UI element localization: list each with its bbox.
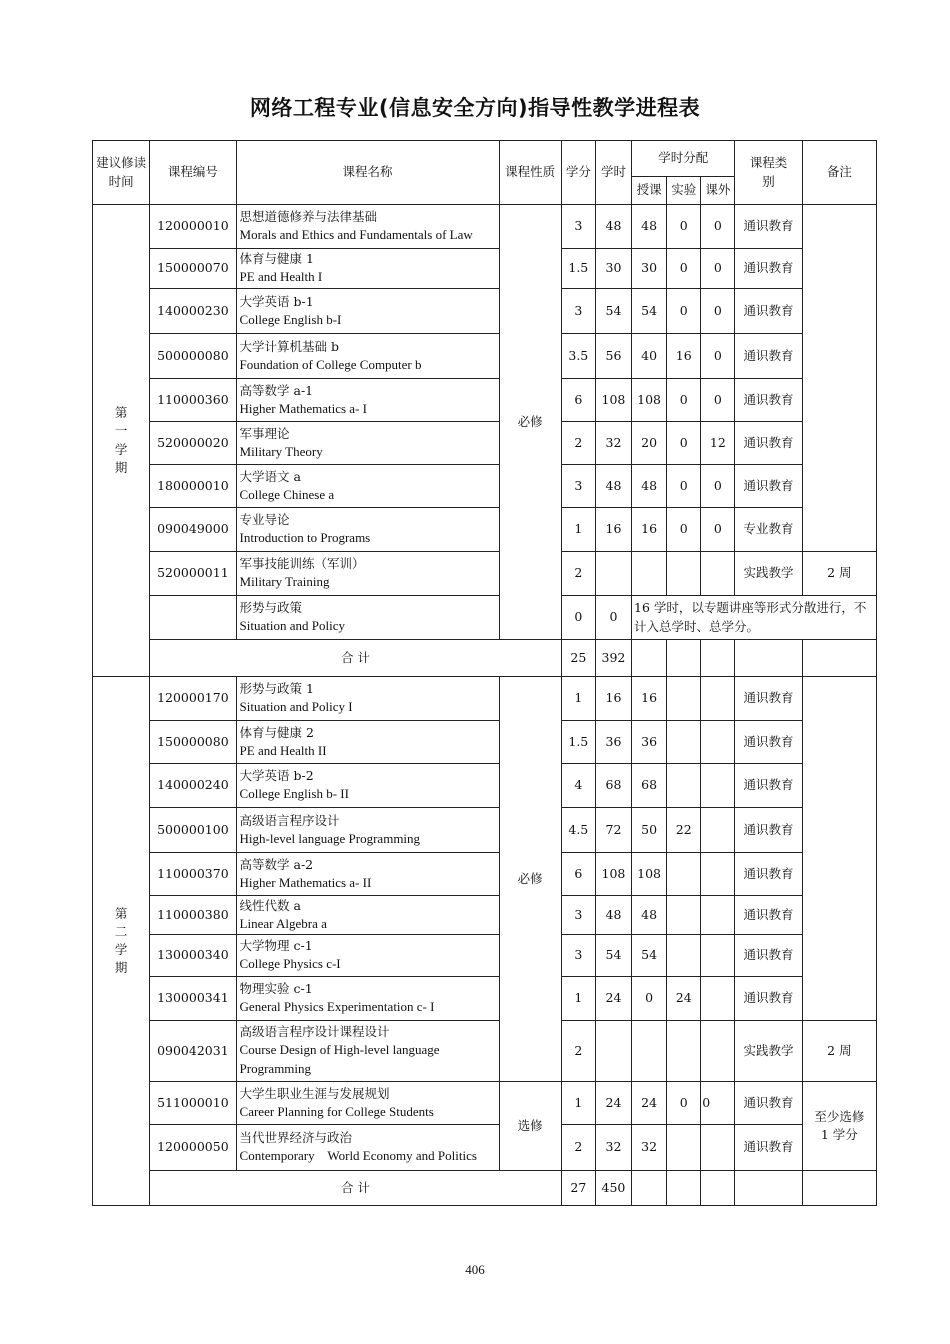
course-nature-elective: 选修 — [499, 1082, 561, 1171]
lab-hours: 0 — [667, 1082, 701, 1125]
table-row — [93, 379, 877, 422]
credit: 3 — [561, 896, 595, 935]
extra-hours: 0 — [701, 334, 735, 379]
credit: 6 — [561, 379, 595, 422]
course-name: 高等数学 a-2 Higher Mathematics a- II — [236, 853, 499, 896]
table-row — [93, 764, 877, 808]
course-name: 专业导论 Introduction to Programs — [236, 508, 499, 552]
category: 通识教育 — [735, 465, 802, 508]
course-code: 511000010 — [150, 1082, 236, 1125]
elective-remark: 至少选修 1 学分 — [802, 1082, 876, 1171]
credit: 4.5 — [561, 808, 595, 853]
course-name: 体育与健康 2 PE and Health II — [236, 721, 499, 764]
category: 通识教育 — [735, 896, 802, 935]
hours: 16 — [595, 508, 631, 552]
lab-hours: 24 — [667, 977, 701, 1021]
lab-hours: 0 — [667, 205, 701, 249]
category: 通识教育 — [735, 289, 802, 334]
credit: 3 — [561, 935, 595, 977]
remark-empty — [802, 677, 876, 1021]
hours: 24 — [595, 977, 631, 1021]
credit: 2 — [561, 422, 595, 465]
table-row — [93, 596, 877, 640]
hours: 16 — [595, 677, 631, 721]
course-name: 物理实验 c-1 General Physics Experimentation c- I — [236, 977, 499, 1021]
category: 通识教育 — [735, 1125, 802, 1171]
category: 通识教育 — [735, 977, 802, 1021]
credit: 1 — [561, 977, 595, 1021]
course-nature-required: 必修 — [499, 205, 561, 640]
credit: 2 — [561, 1125, 595, 1171]
total-credit: 25 — [561, 640, 595, 677]
credit: 1 — [561, 1082, 595, 1125]
header-category: 课程类别 — [735, 141, 802, 205]
hours: 56 — [595, 334, 631, 379]
lecture-hours: 108 — [632, 379, 667, 422]
hours: 36 — [595, 721, 631, 764]
lab-hours — [667, 896, 701, 935]
lab-hours: 0 — [667, 508, 701, 552]
table-row — [93, 289, 877, 334]
credit: 1 — [561, 677, 595, 721]
lab-hours: 0 — [667, 249, 701, 289]
credit: 3 — [561, 205, 595, 249]
lab-hours — [667, 764, 701, 808]
lecture-hours: 30 — [632, 249, 667, 289]
credit: 1.5 — [561, 249, 595, 289]
semester-1-total-row — [93, 640, 877, 677]
header-lecture: 授课 — [632, 177, 667, 205]
course-name: 大学物理 c-1 College Physics c-I — [236, 935, 499, 977]
header-hours-distribution: 学时分配 — [632, 141, 735, 177]
table-row — [93, 721, 877, 764]
course-code: 110000370 — [150, 853, 236, 896]
extra-hours: 0 — [701, 249, 735, 289]
credit: 0 — [561, 596, 595, 640]
category: 通识教育 — [735, 379, 802, 422]
policy-note: 16 学时，以专题讲座等形式分散进行，不计入总学时、总学分。 — [632, 596, 877, 640]
credit: 1.5 — [561, 721, 595, 764]
course-code: 520000020 — [150, 422, 236, 465]
hours: 24 — [595, 1082, 631, 1125]
course-name: 高级语言程序设计 High-level language Programming — [236, 808, 499, 853]
lecture-hours: 24 — [632, 1082, 667, 1125]
lecture-hours: 48 — [632, 896, 667, 935]
category: 通识教育 — [735, 764, 802, 808]
lecture-hours: 32 — [632, 1125, 667, 1171]
table-row — [93, 249, 877, 289]
lab-hours — [667, 677, 701, 721]
course-code: 500000080 — [150, 334, 236, 379]
course-name: 高等数学 a-1 Higher Mathematics a- I — [236, 379, 499, 422]
hours: 48 — [595, 896, 631, 935]
lab-hours — [667, 935, 701, 977]
course-code: 120000170 — [150, 677, 236, 721]
remark: 2 周 — [802, 1021, 876, 1082]
semester-2-total-row — [93, 1171, 877, 1206]
hours: 68 — [595, 764, 631, 808]
credit: 6 — [561, 853, 595, 896]
header-remarks: 备注 — [802, 141, 876, 205]
category: 通识教育 — [735, 334, 802, 379]
hours: 48 — [595, 465, 631, 508]
table-row — [93, 1125, 877, 1171]
category: 通识教育 — [735, 677, 802, 721]
course-code: 150000080 — [150, 721, 236, 764]
table-row — [93, 977, 877, 1021]
credit: 1 — [561, 508, 595, 552]
total-credit: 27 — [561, 1171, 595, 1206]
extra-hours: 0 — [701, 379, 735, 422]
course-code: 500000100 — [150, 808, 236, 853]
lecture-hours: 36 — [632, 721, 667, 764]
course-code: 090042031 — [150, 1021, 236, 1082]
semester-2-label: 第 二 学 期 — [93, 677, 150, 1206]
hours: 48 — [595, 205, 631, 249]
course-name: 大学生职业生涯与发展规划 Career Planning for College Students — [236, 1082, 499, 1125]
lab-hours: 0 — [667, 289, 701, 334]
teaching-plan-table — [92, 140, 877, 1206]
course-name: 高级语言程序设计课程设计 Course Design of High-level language Programming — [236, 1021, 499, 1082]
course-name: 大学计算机基础 b Foundation of College Computer b — [236, 334, 499, 379]
table-row — [93, 808, 877, 853]
header-lab: 实验 — [667, 177, 701, 205]
table-row — [93, 677, 877, 721]
course-name: 形势与政策 Situation and Policy — [236, 596, 499, 640]
extra-hours: 0 — [701, 289, 735, 334]
header-suggested-time: 建议修读时间 — [93, 141, 150, 205]
course-name: 大学英语 b-1 College English b-I — [236, 289, 499, 334]
category: 专业教育 — [735, 508, 802, 552]
total-hours: 392 — [595, 640, 631, 677]
hours: 30 — [595, 249, 631, 289]
lab-hours: 22 — [667, 808, 701, 853]
course-name: 当代世界经济与政治 Contemporary World Economy and Politics — [236, 1125, 499, 1171]
hours: 108 — [595, 379, 631, 422]
table-row — [93, 465, 877, 508]
page-title: 网络工程专业(信息安全方向)指导性教学进程表 — [249, 96, 701, 120]
lecture-hours: 40 — [632, 334, 667, 379]
course-code: 130000341 — [150, 977, 236, 1021]
course-nature-required: 必修 — [499, 677, 561, 1082]
lecture-hours: 48 — [632, 465, 667, 508]
credit: 2 — [561, 1021, 595, 1082]
category: 实践教学 — [735, 1021, 802, 1082]
course-code: 120000010 — [150, 205, 236, 249]
credit: 4 — [561, 764, 595, 808]
course-code: 110000360 — [150, 379, 236, 422]
extra-hours: 0 — [701, 465, 735, 508]
lecture-hours: 50 — [632, 808, 667, 853]
category: 通识教育 — [735, 721, 802, 764]
lecture-hours: 68 — [632, 764, 667, 808]
lecture-hours: 16 — [632, 677, 667, 721]
lecture-hours: 0 — [632, 977, 667, 1021]
table-row — [93, 935, 877, 977]
extra-hours: 0 — [701, 1082, 735, 1125]
total-label: 合 计 — [150, 1171, 562, 1206]
course-name: 线性代数 a Linear Algebra a — [236, 896, 499, 935]
credit: 3 — [561, 289, 595, 334]
category: 通识教育 — [735, 935, 802, 977]
course-name: 思想道德修养与法律基础 Morals and Ethics and Fundamentals of Law — [236, 205, 499, 249]
lab-hours: 0 — [667, 379, 701, 422]
course-code: 140000230 — [150, 289, 236, 334]
lecture-hours: 16 — [632, 508, 667, 552]
lecture-hours: 54 — [632, 289, 667, 334]
lecture-hours: 108 — [632, 853, 667, 896]
header-credits: 学分 — [561, 141, 595, 205]
hours: 32 — [595, 1125, 631, 1171]
category: 通识教育 — [735, 808, 802, 853]
lecture-hours: 20 — [632, 422, 667, 465]
semester-1-label: 第 一 学 期 — [93, 205, 150, 677]
lecture-hours: 54 — [632, 935, 667, 977]
table-row — [93, 552, 877, 596]
table-row — [93, 896, 877, 935]
category: 通识教育 — [735, 853, 802, 896]
total-hours: 450 — [595, 1171, 631, 1206]
course-code: 180000010 — [150, 465, 236, 508]
course-code: 150000070 — [150, 249, 236, 289]
lecture-hours: 48 — [632, 205, 667, 249]
category: 通识教育 — [735, 249, 802, 289]
course-name: 形势与政策 1 Situation and Policy I — [236, 677, 499, 721]
table-row — [93, 205, 877, 249]
extra-hours: 12 — [701, 422, 735, 465]
course-code: 110000380 — [150, 896, 236, 935]
course-name: 军事理论 Military Theory — [236, 422, 499, 465]
course-name: 体育与健康 1 PE and Health I — [236, 249, 499, 289]
course-name: 大学语文 a College Chinese a — [236, 465, 499, 508]
table-row — [93, 334, 877, 379]
table-row — [93, 422, 877, 465]
credit: 2 — [561, 552, 595, 596]
remark-empty — [802, 205, 876, 552]
hours: 32 — [595, 422, 631, 465]
header-course-code: 课程编号 — [150, 141, 236, 205]
course-name: 军事技能训练（军训） Military Training — [236, 552, 499, 596]
header-hours: 学时 — [595, 141, 631, 205]
course-code: 130000340 — [150, 935, 236, 977]
category: 通识教育 — [735, 1082, 802, 1125]
hours: 54 — [595, 289, 631, 334]
hours: 108 — [595, 853, 631, 896]
table-row — [93, 853, 877, 896]
lab-hours — [667, 853, 701, 896]
credit: 3 — [561, 465, 595, 508]
header-course-nature: 课程性质 — [499, 141, 561, 205]
page-number: 406 — [465, 1262, 485, 1277]
hours: 54 — [595, 935, 631, 977]
hours: 0 — [595, 596, 631, 640]
total-label: 合 计 — [150, 640, 562, 677]
category: 实践教学 — [735, 552, 802, 596]
lab-hours: 0 — [667, 465, 701, 508]
remark: 2 周 — [802, 552, 876, 596]
lab-hours: 0 — [667, 422, 701, 465]
credit: 3.5 — [561, 334, 595, 379]
category: 通识教育 — [735, 205, 802, 249]
lab-hours — [667, 721, 701, 764]
extra-hours: 0 — [701, 508, 735, 552]
extra-hours: 0 — [701, 205, 735, 249]
table-row — [93, 1021, 877, 1082]
course-name: 大学英语 b-2 College English b- II — [236, 764, 499, 808]
course-code: 140000240 — [150, 764, 236, 808]
category: 通识教育 — [735, 422, 802, 465]
header-course-name: 课程名称 — [236, 141, 499, 205]
course-code: 520000011 — [150, 552, 236, 596]
header-row — [93, 141, 877, 177]
lab-hours: 16 — [667, 334, 701, 379]
header-extra: 课外 — [701, 177, 735, 205]
course-code: 120000050 — [150, 1125, 236, 1171]
table-row — [93, 1082, 877, 1125]
hours: 72 — [595, 808, 631, 853]
course-code: 090049000 — [150, 508, 236, 552]
table-row — [93, 508, 877, 552]
